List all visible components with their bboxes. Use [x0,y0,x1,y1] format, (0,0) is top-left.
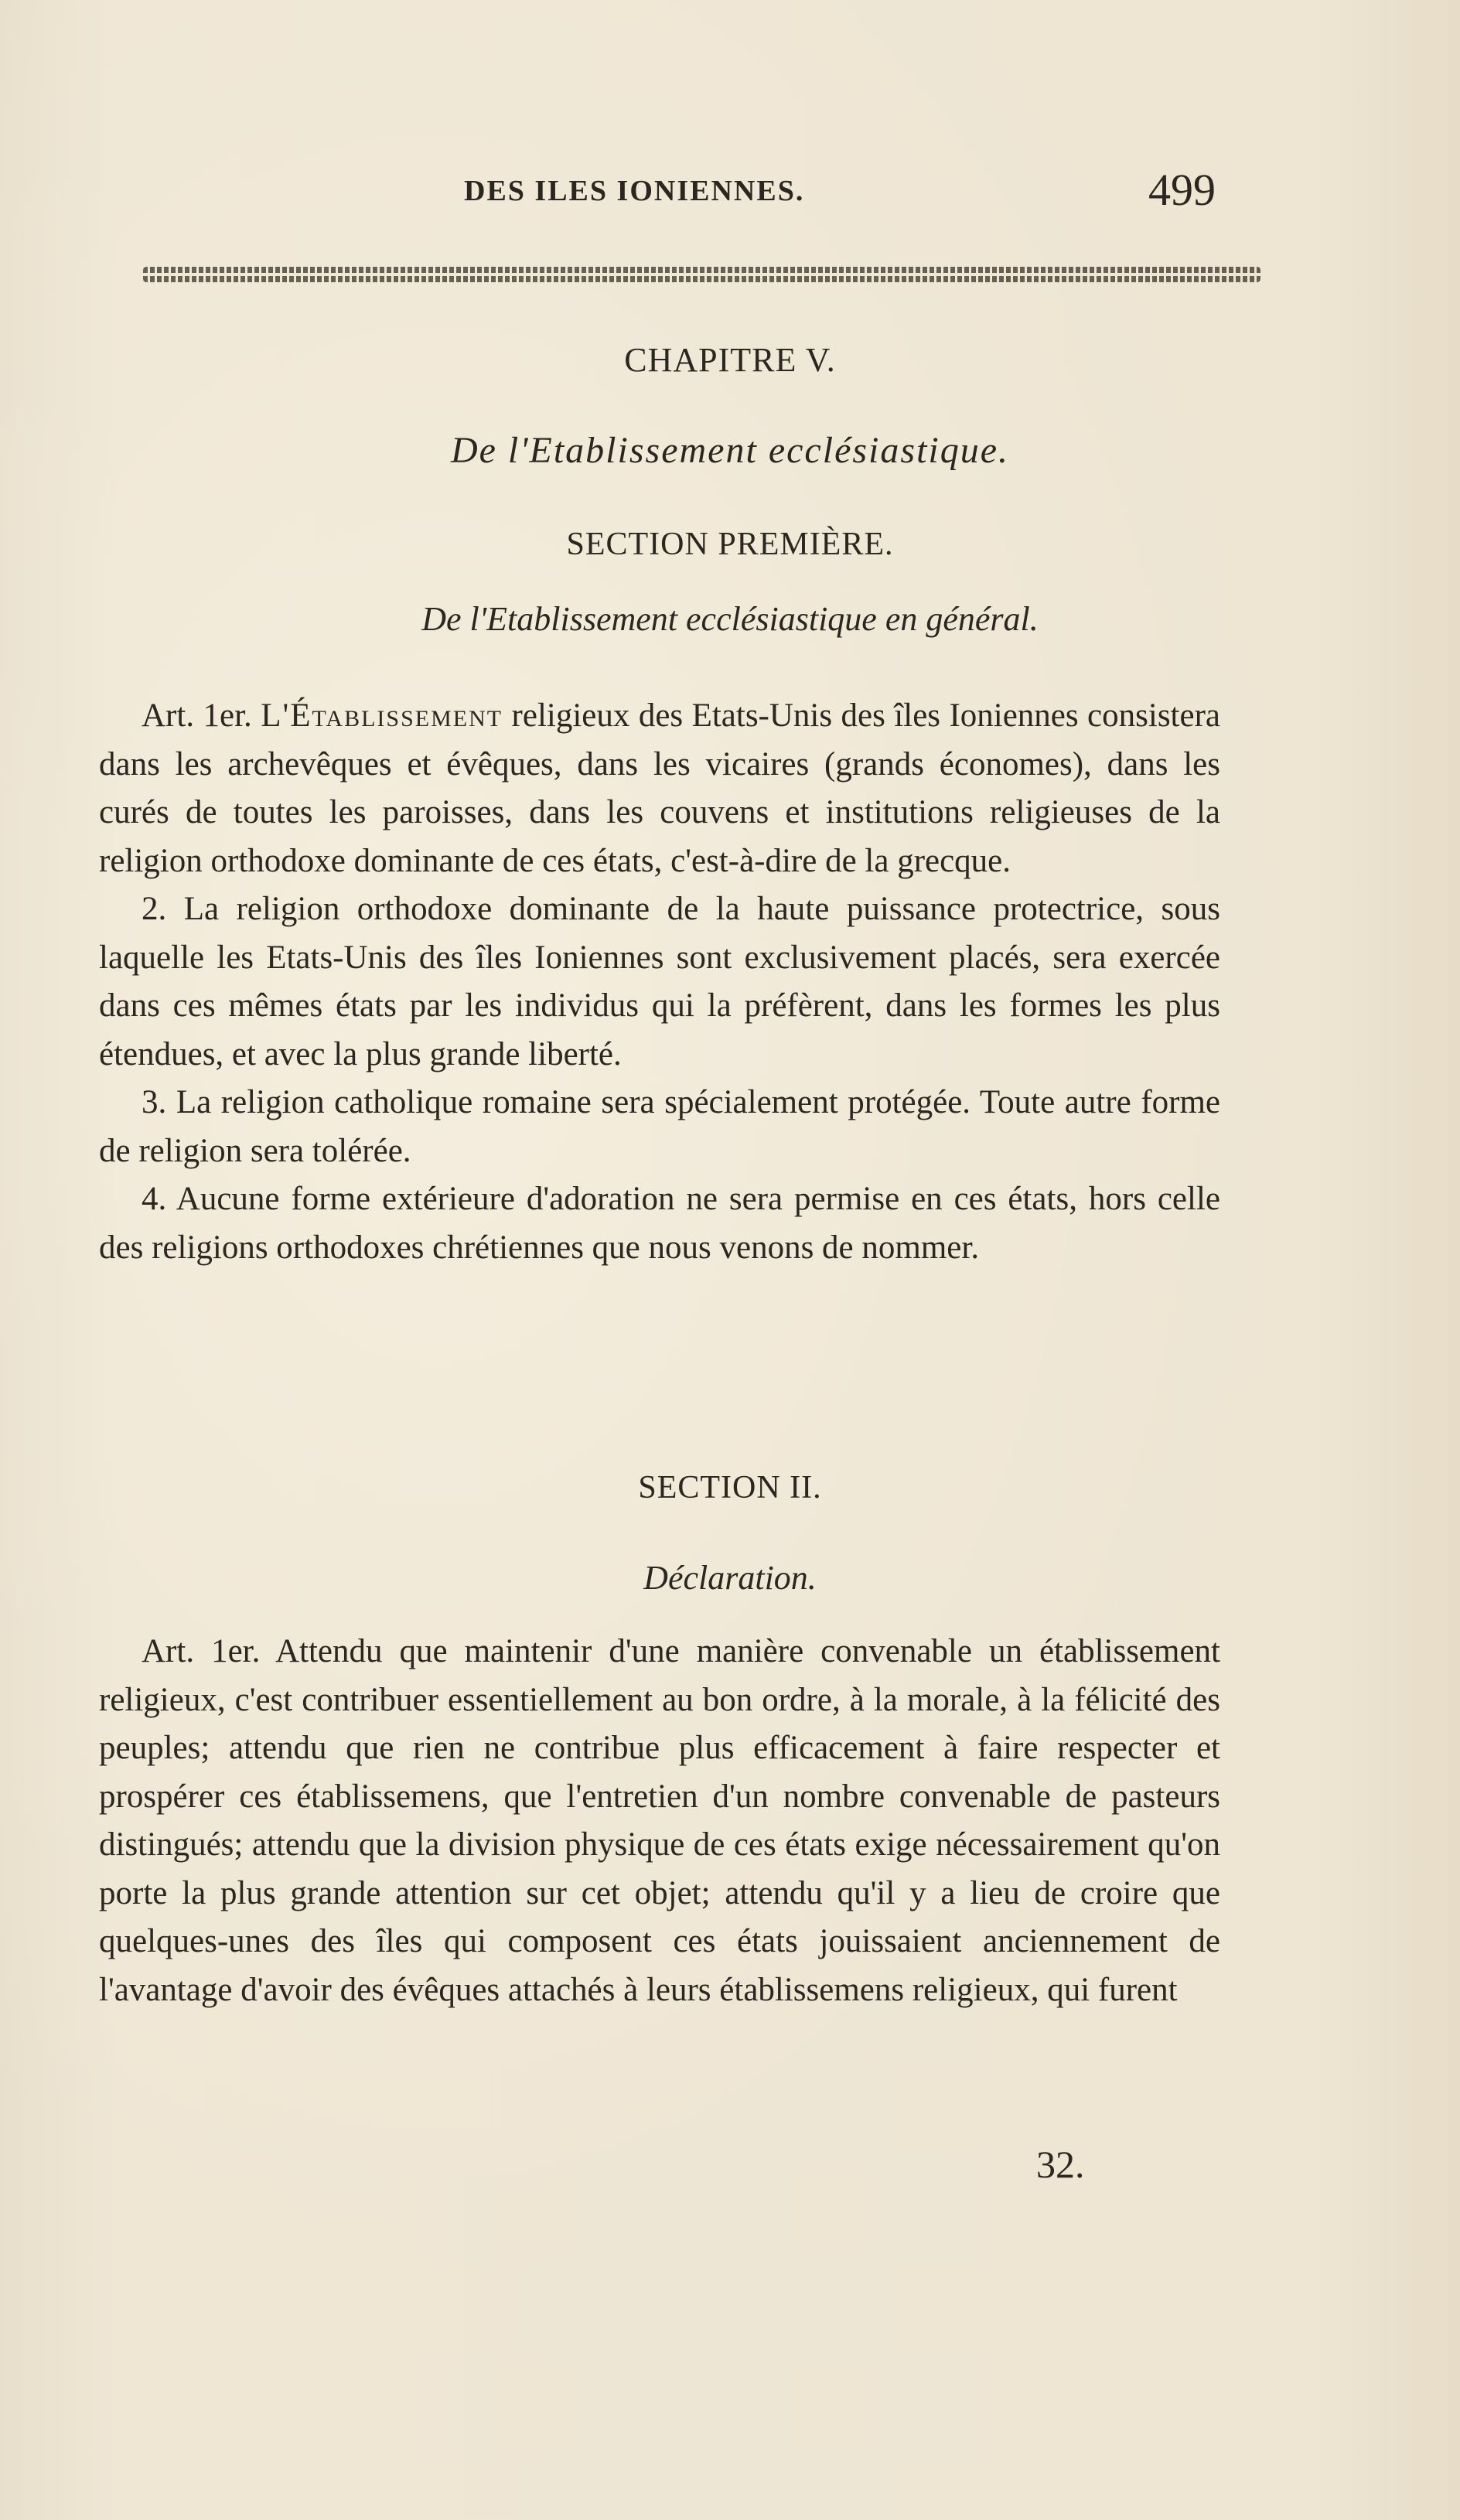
section-2-heading: SECTION II. [638,1470,822,1506]
section-2-body [99,1628,1220,2014]
section-1-subtitle: De l'Etablissement ecclésiastique en général. [421,600,1039,638]
section-1-heading: SECTION PREMIÈRE. [566,527,894,562]
article-2-paragraph: 2. La religion orthodoxe dominante de la haute puissance protectrice, sous laquelle les Etats-Unis des îles Ioniennes sont exclusivement placés, sera exercée dans ces mêmes états par les individus qui la préfèrent, dans les formes les plus étendues, et avec la plus grande liberté. [99,891,1220,1072]
section-2-article-1-paragraph: Art. 1er. Attendu que maintenir d'une manière convenable un établissement religieux, c'est contribuer essentiellement au bon ordre, à la morale, à la félicité des peuples; attendu que rien ne contribue plus efficacement à faire respecter et prospérer ces établissemens, que l'entretien d'un nombre convenable de pasteurs distingués; attendu que la division physique de ces états exige nécessairement qu'on porte la plus grande attention sur cet objet; attendu qu'il y a lieu de croire que quelques-unes des îles qui composent ces états jouissaient anciennement de l'avantage d'avoir des évêques attachés à leurs établissemens religieux, qui furent [99,1633,1220,2008]
chapter-subtitle: De l'Etablissement ecclésiastique. [450,430,1010,471]
section-1-body [99,692,1220,1272]
article-1-text: religieux des Etats-Unis des îles Ioniennes consistera dans les archevêques et évêques, dans les vicaires (grands économes), dans les curés de toutes les paroisses, dans les couvens et institutions religieuses de la religion orthodoxe dominante de ces états, c'est-à-dire de la grecque. [99,697,1220,879]
article-3-paragraph: 3. La religion catholique romaine sera spécialement protégée. Toute autre forme de religion sera tolérée. [99,1084,1220,1169]
chapter-heading: CHAPITRE V. [624,341,836,379]
running-title: DES ILES IONIENNES. [464,175,805,207]
article-1-label: Art. 1er. [142,697,252,734]
ornamental-rule [143,267,1260,282]
article-4-paragraph: 4. Aucune forme extérieure d'adoration ne sera permise en ces états, hors celle des religions orthodoxes chrétiennes que nous venons de nommer. [99,1181,1220,1266]
article-1-paragraph [99,692,1220,885]
section-2-subtitle: Déclaration. [643,1559,817,1597]
article-1-smallcaps: L'Établissement [261,697,503,734]
page-number: 499 [1148,165,1216,215]
signature-mark: 32. [1036,2143,1085,2186]
